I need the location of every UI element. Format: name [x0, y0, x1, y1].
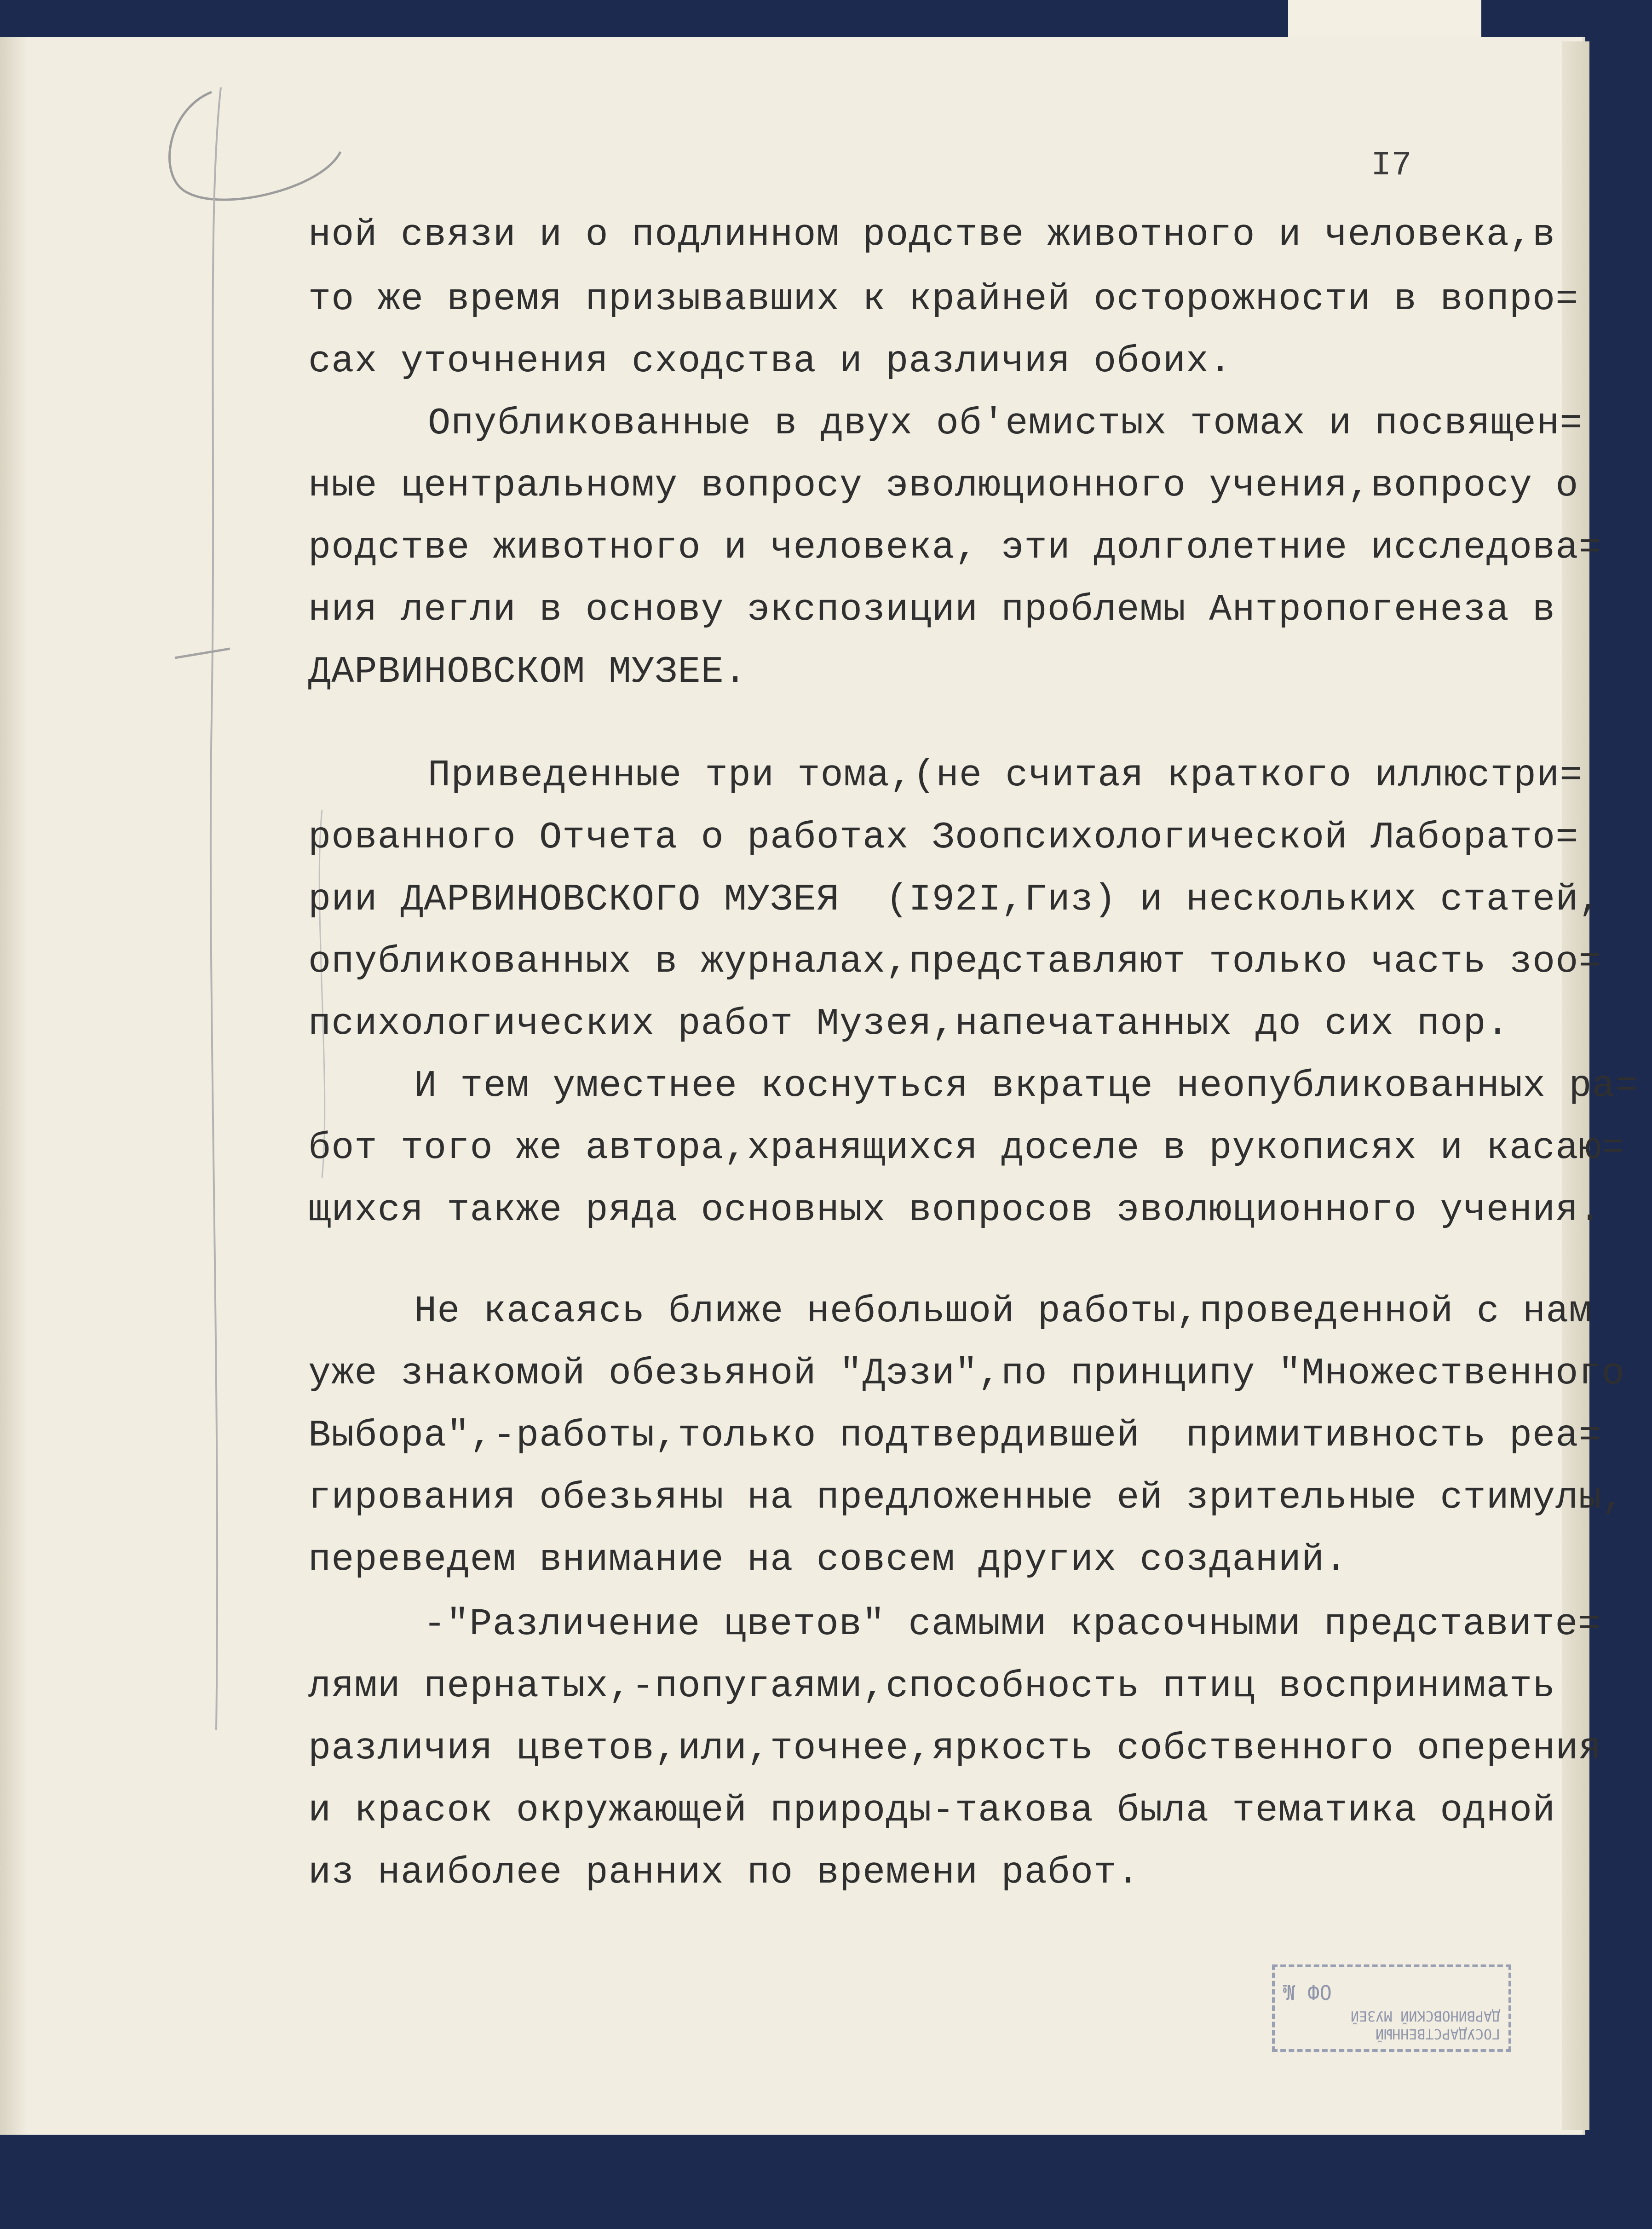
text-line: Приведенные три тома,(не считая краткого иллюстри=: [428, 754, 1583, 797]
text-line: щихся также ряда основных вопросов эволюционного учения.: [308, 1189, 1602, 1232]
text-line: опубликованных в журналах,представляют только часть зоо=: [308, 940, 1602, 983]
stamp-line: ДАРВИНОВСКИЙ МУЗЕЙ: [1350, 2008, 1500, 2024]
text-line: переведем внимание на совсем других созданий.: [308, 1538, 1348, 1581]
archive-stamp: [1272, 1964, 1511, 2052]
text-line: Не касаясь ближе небольшой работы,проведенной с нам: [414, 1290, 1592, 1333]
text-line: рованного Отчета о работах Зоопсихологической Лаборато=: [308, 816, 1579, 859]
text-line: сах уточнения сходства и различия обоих.: [308, 340, 1232, 383]
text-line: лями пернатых,-попугаями,способность птиц воспринимать: [308, 1665, 1556, 1708]
back-sheet: [1288, 0, 1481, 41]
page-fold-shadow: [0, 37, 28, 2135]
text-line: ные центральному вопросу эволюционного учения,вопросу о: [308, 464, 1579, 507]
text-line: Выбора",-работы,только подтвердившей примитивность реа=: [308, 1414, 1602, 1457]
stamp-line: ГОСУДАРСТВЕННЫЙ: [1376, 2026, 1500, 2042]
stamp-line: ОФ №: [1283, 1980, 1332, 2004]
text-line: гирования обезьяны на предложенные ей зрительные стимулы,: [308, 1476, 1625, 1519]
text-line: ДАРВИНОВСКОМ МУЗЕЕ.: [308, 651, 747, 693]
text-line: Опубликованные в двух об'емистых томах и посвящен=: [428, 402, 1583, 445]
text-line: ния легли в основу экспозиции проблемы Антропогенеза в: [308, 588, 1556, 631]
text-line: из наиболее ранних по времени работ.: [308, 1851, 1140, 1894]
text-line: родстве животного и человека, эти долголетние исследова=: [308, 526, 1602, 569]
text-line: ной связи и о подлинном родстве животного и человека,в: [308, 213, 1556, 256]
text-line: психологических работ Музея,напечатанных до сих пор.: [308, 1002, 1509, 1045]
text-line: различия цветов,или,точнее,яркость собственного оперения: [308, 1727, 1602, 1770]
text-line: и красок окружающей природы-такова была тематика одной: [308, 1789, 1556, 1832]
text-line: бот того же автора,хранящихся доселе в рукописях и касаю=: [308, 1127, 1625, 1169]
text-line: -"Различение цветов" самыми красочными представите=: [423, 1603, 1601, 1646]
page-number: I7: [1371, 146, 1412, 185]
text-line: то же время призывавших к крайней осторожности в вопро=: [308, 278, 1579, 321]
text-line: рии ДАРВИНОВСКОГО МУЗЕЯ (I92I,Гиз) и нескольких статей,: [308, 878, 1602, 921]
text-line: уже знакомой обезьяной "Дэзи",по принципу "Множественного: [308, 1352, 1625, 1395]
text-line: И тем уместнее коснуться вкратце неопубликованных ра=: [414, 1065, 1639, 1107]
